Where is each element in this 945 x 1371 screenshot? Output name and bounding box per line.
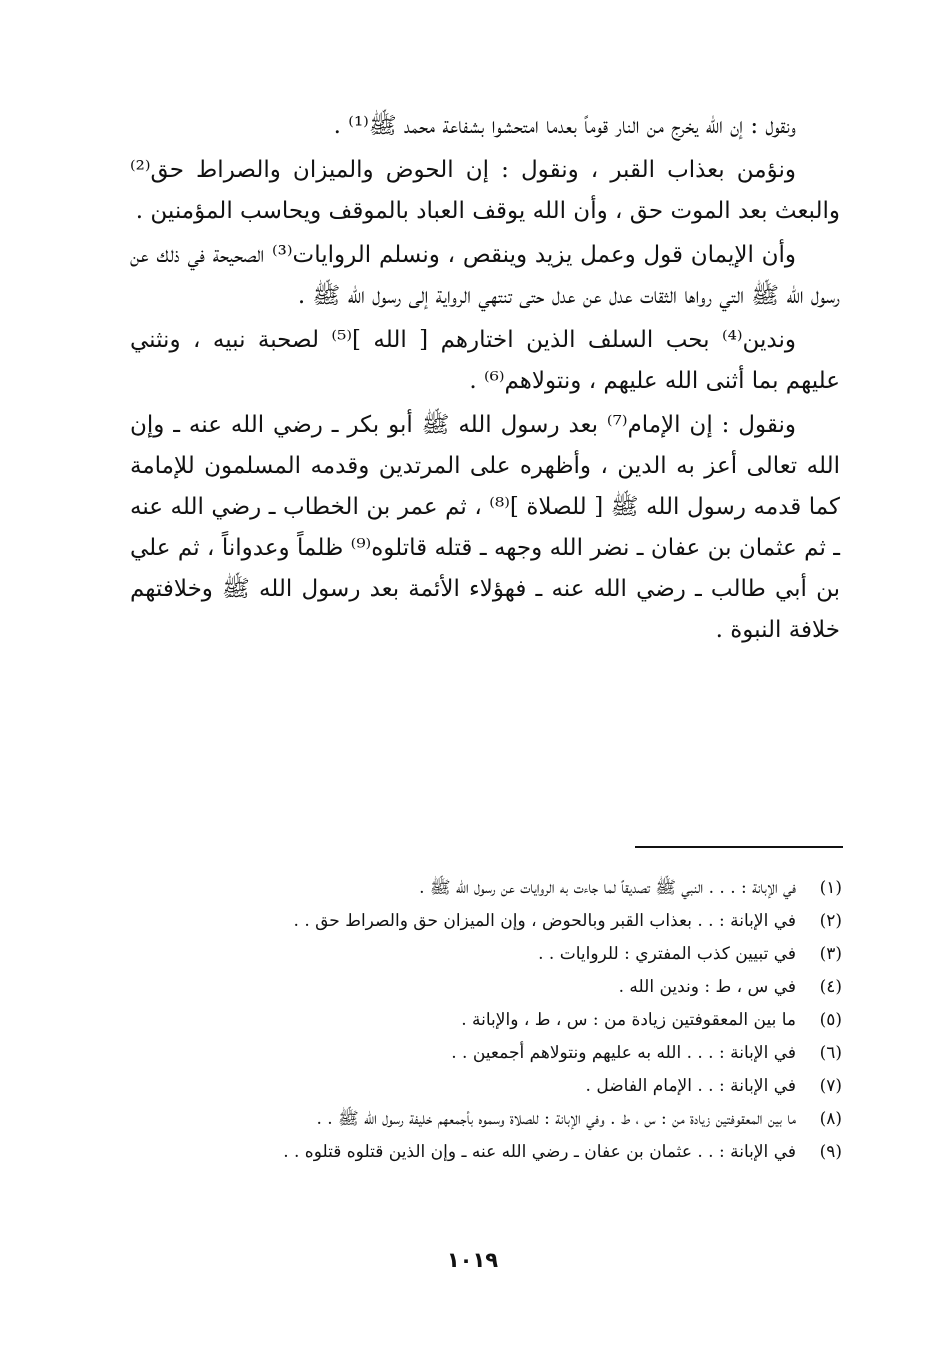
footnote-item	[130, 1070, 842, 1103]
footnote-number: (٦)	[819, 1043, 842, 1063]
paragraph-salaf: وندين⁽⁴⁾ بحب السلف الذين اختارهم [ الله ]⁽⁵⁾ لصحبة نبيه ، ونثني عليهم بما أثنى الله عليهم ، ونتولاهم⁽⁶⁾ .	[130, 327, 840, 394]
page-number: ١٠١٩	[446, 1248, 499, 1272]
main-text	[130, 106, 840, 654]
footnote-item	[130, 1136, 842, 1169]
footnote-item	[130, 971, 842, 1004]
footnote-number: (١)	[819, 878, 842, 898]
footnote-text: في تبيين كذب المفتري : للروايات . .	[538, 944, 796, 964]
footnote-item	[130, 1004, 842, 1037]
footnote-text: في س ، ط : وندين الله .	[618, 977, 796, 997]
footnote-item	[130, 1037, 842, 1070]
paragraph-intercession: ونقول : إن الله يخرج من النار قوماً بعدما امتحشوا بشفاعة محمد ﷺ⁽¹⁾ .	[333, 113, 796, 139]
footnote-text: ما بين المعقوفتين زيادة من : س ، ط . وفي الإبانة : للصلاة وسموه بأجمعهم خليفة رسول الله ﷺ . .	[316, 1109, 796, 1129]
footnote-item	[130, 872, 842, 905]
footnote-item	[130, 905, 842, 938]
footnote-text: ما بين المعقوفتين زيادة من : س ، ط ، والإبانة .	[461, 1010, 796, 1030]
paragraph-imamate: ونقول : إن الإمام⁽⁷⁾ بعد رسول الله ﷺ أبو بكر ـ رضي الله عنه ـ وإن الله تعالى أعز به الدين ، وأظهره على المرتدين وقدمه المسلمون للإمامة كما قدمه رسول الله ﷺ [ للصلاة ]⁽⁸⁾ ، ثم عمر بن الخطاب ـ رضي الله عنه ـ ثم عثمان بن عفان ـ نضر الله وجهه ـ قتله قاتلوه⁽⁹⁾ ظلماً وعدواناً ، ثم علي بن أبي طالب ـ رضي الله عنه ـ فهؤلاء الأئمة بعد رسول الله ﷺ وخلافتهم خلافة النبوة .	[130, 412, 840, 643]
footnote-number: (٥)	[819, 1010, 842, 1030]
footnote-item	[130, 1103, 842, 1136]
footnote-number: (٨)	[819, 1109, 842, 1129]
footnote-divider	[635, 846, 843, 848]
footnote-text: في الإبانة : . . بعذاب القبر وبالحوض ، وإن الميزان حق والصراط حق . .	[293, 911, 796, 931]
footnote-text: في الإبانة : . . الإمام الفاضل .	[585, 1076, 796, 1096]
footnote-item	[130, 938, 842, 971]
footnote-number: (٢)	[819, 911, 842, 931]
footnote-number: (٣)	[819, 944, 842, 964]
paragraph-faith: وأن الإيمان قول وعمل يزيد وينقص ، ونسلم الروايات⁽³⁾ الصحيحة في ذلك عن رسول الله ﷺ التي رواها الثقات عدل عن عدل حتى تنتهي الرواية إلى رسول الله ﷺ .	[130, 242, 840, 309]
footnote-number: (٤)	[819, 977, 842, 997]
footnote-text: في الإبانة : . . . الله به عليهم ونتولاهم أجمعين . .	[451, 1043, 796, 1063]
footnote-text: في الإبانة : . . . النبي ﷺ تصديقاً لما جاءت به الروايات عن رسول الله ﷺ .	[419, 878, 796, 898]
footnote-text: في الإبانة : . . عثمان بن عفان ـ رضي الله عنه ـ وإن الذين قتلوه قتلوه . .	[283, 1142, 796, 1162]
paragraph-grave-punishment: ونؤمن بعذاب القبر ، ونقول : إن الحوض والميزان والصراط حق⁽²⁾ والبعث بعد الموت حق ، وأن الله يوقف العباد بالموقف ويحاسب المؤمنين .	[130, 157, 840, 224]
footnotes	[130, 872, 842, 1169]
footnote-number: (٩)	[819, 1142, 842, 1162]
footnote-number: (٧)	[819, 1076, 842, 1096]
